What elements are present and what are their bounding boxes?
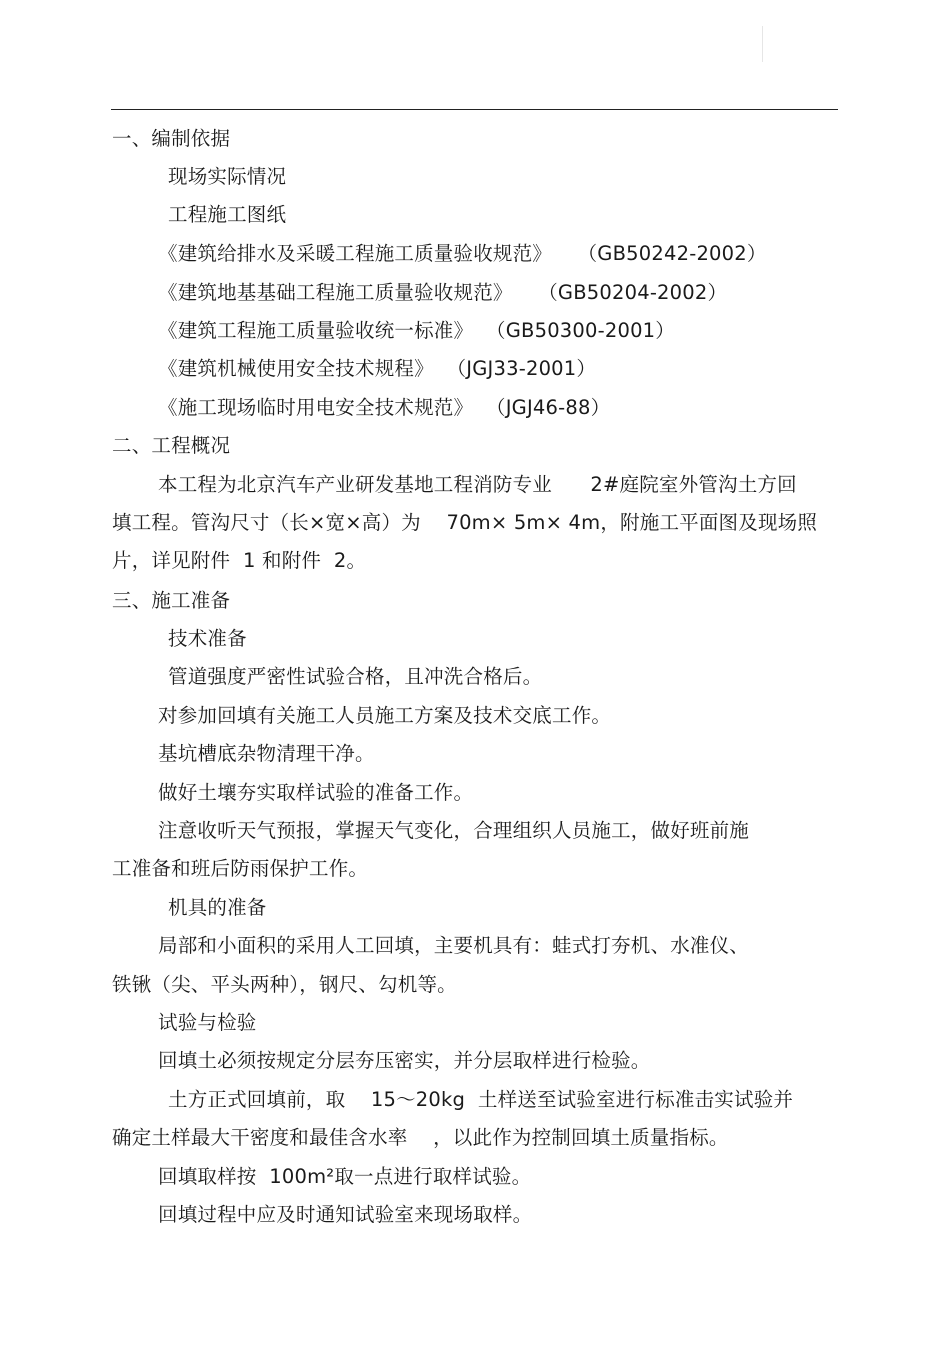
testing-item: 回填取样按 100m²取一点进行取样试验。 <box>158 1165 532 1188</box>
testing-item: 回填过程中应及时通知试验室来现场取样。 <box>158 1203 533 1226</box>
tech-item: 管道强度严密性试验合格，且冲洗合格后。 <box>168 665 543 688</box>
overview-paragraph-line: 填工程。管沟尺寸（长×宽×高）为 70m× 5m× 4m，附施工平面图及现场照 <box>112 511 818 534</box>
basis-item: 《建筑机械使用安全技术规程》 （JGJ33-2001） <box>158 357 597 380</box>
corner-mark <box>762 26 763 62</box>
machinery-item: 局部和小面积的采用人工回填，主要机具有：蛙式打夯机、水准仪、 <box>158 934 750 957</box>
subsection-heading: 机具的准备 <box>168 896 267 919</box>
section-1-heading: 一、编制依据 <box>112 127 231 150</box>
tech-item-continuation: 工准备和班后防雨保护工作。 <box>112 857 369 880</box>
section-2-heading: 二、工程概况 <box>112 434 231 457</box>
overview-paragraph-line: 本工程为北京汽车产业研发基地工程消防专业 2#庭院室外管沟土方回 <box>158 473 797 496</box>
overview-paragraph-line: 片，详见附件 1 和附件 2。 <box>112 549 367 572</box>
basis-item: 现场实际情况 <box>168 165 287 188</box>
testing-item-continuation: 确定土样最大干密度和最佳含水率 ，以此作为控制回填土质量指标。 <box>112 1126 729 1149</box>
basis-item: 《建筑工程施工质量验收统一标准》 （GB50300-2001） <box>158 319 675 342</box>
basis-item: 《建筑地基基础工程施工质量验收规范》 （GB50204-2002） <box>158 281 728 304</box>
machinery-item-continuation: 铁锹（尖、平头两种），钢尺、勾机等。 <box>112 973 457 996</box>
testing-item: 土方正式回填前，取 15～20kg 土样送至试验室进行标准击实试验并 <box>168 1088 794 1111</box>
basis-item: 《施工现场临时用电安全技术规范》 （JGJ46-88） <box>158 396 611 419</box>
tech-item: 对参加回填有关施工人员施工方案及技术交底工作。 <box>158 704 612 727</box>
tech-item: 基坑槽底杂物清理干净。 <box>158 742 375 765</box>
header-rule <box>111 109 838 110</box>
testing-item: 回填土必须按规定分层夯压密实，并分层取样进行检验。 <box>158 1049 651 1072</box>
subsection-heading: 试验与检验 <box>158 1011 257 1034</box>
basis-item: 工程施工图纸 <box>168 203 287 226</box>
basis-item: 《建筑给排水及采暖工程施工质量验收规范》 （GB50242-2002） <box>158 242 767 265</box>
subsection-heading: 技术准备 <box>168 627 247 650</box>
tech-item: 注意收听天气预报，掌握天气变化，合理组织人员施工，做好班前施 <box>158 819 750 842</box>
section-3-heading: 三、施工准备 <box>112 589 231 612</box>
tech-item: 做好土壤夯实取样试验的准备工作。 <box>158 781 474 804</box>
